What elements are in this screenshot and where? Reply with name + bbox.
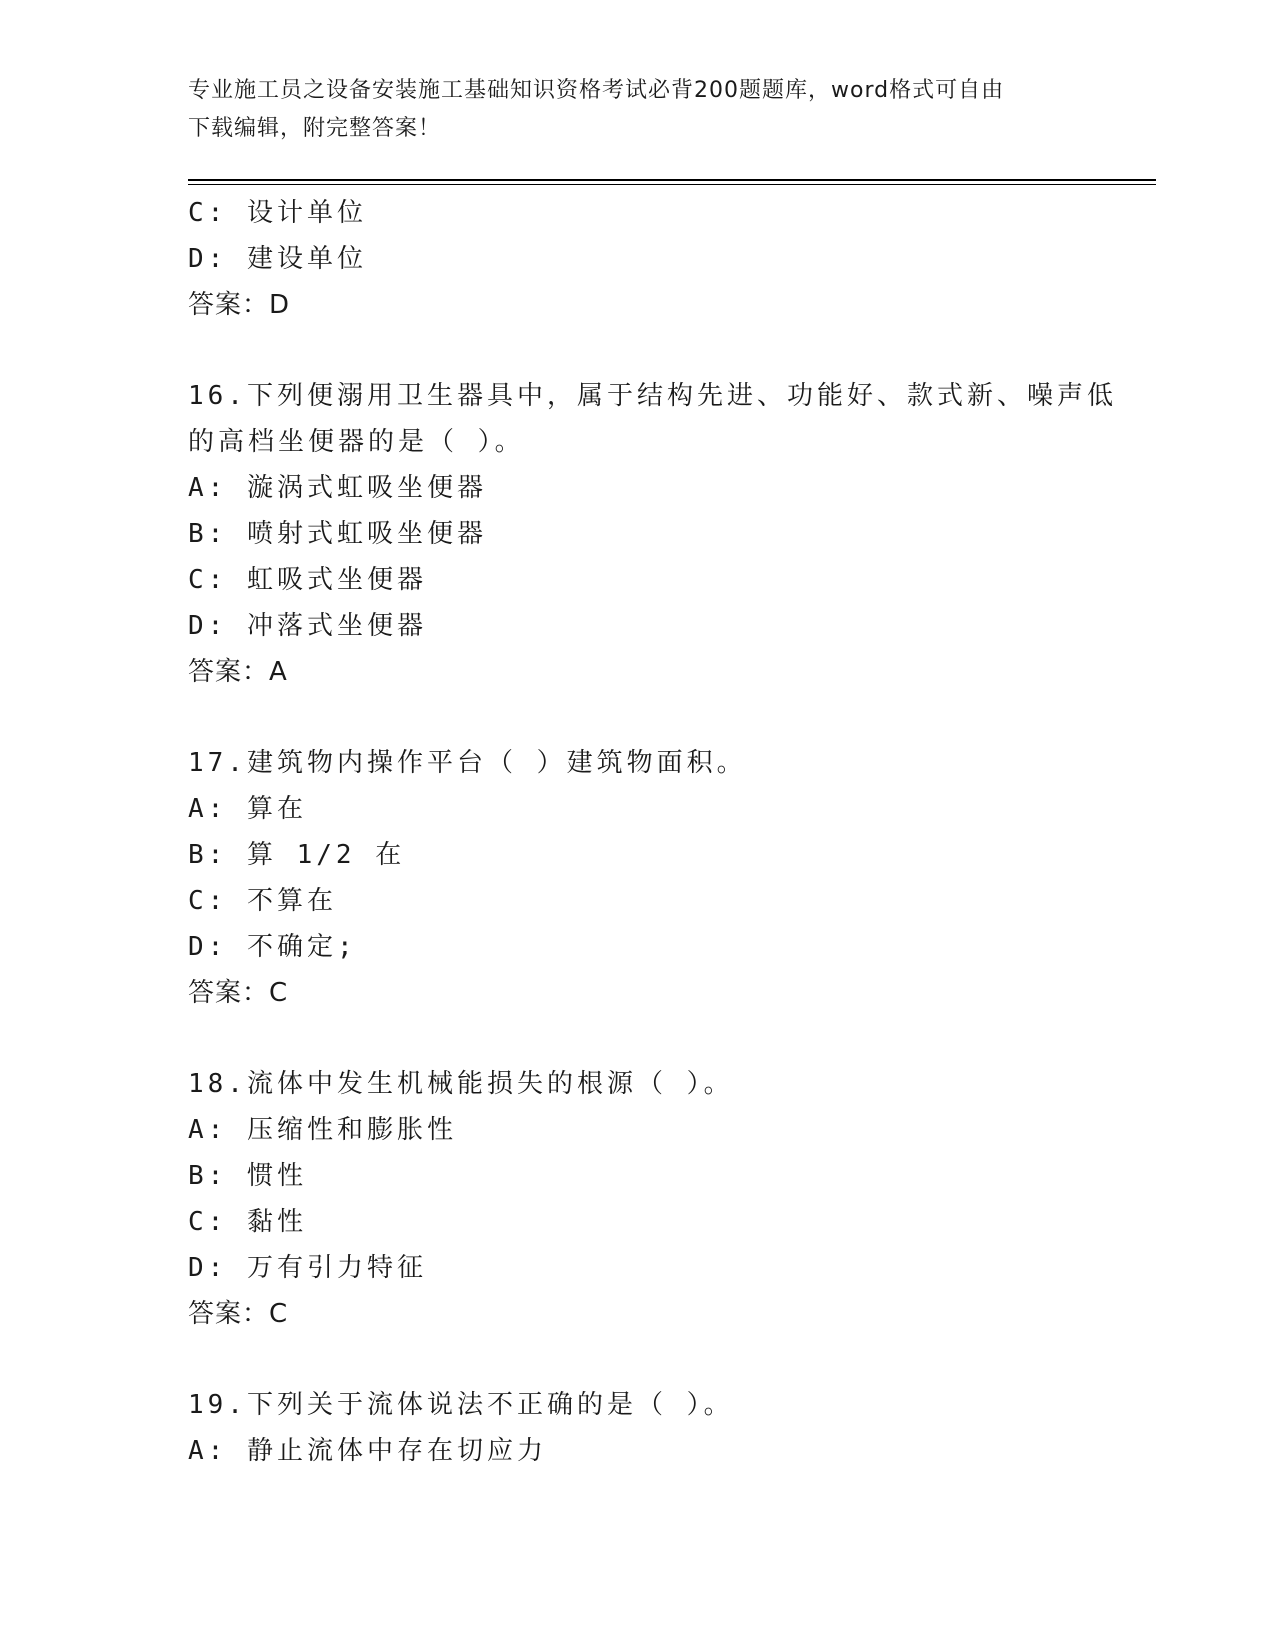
option-a: A: 压缩性和膨胀性 xyxy=(188,1115,457,1145)
header-divider-thin xyxy=(188,184,1156,185)
document-header xyxy=(188,72,1088,148)
option-c: C: 不算在 xyxy=(188,886,337,916)
option-c: C: 设计单位 xyxy=(188,198,367,228)
option-c: C: 虹吸式坐便器 xyxy=(188,565,427,595)
option-d: D: 不确定; xyxy=(188,932,357,962)
question-16 xyxy=(188,373,1148,695)
answer-line: 答案：D xyxy=(188,290,291,320)
header-line-1: 专业施工员之设备安装施工基础知识资格考试必背200题题库，word格式可自由 xyxy=(188,78,1005,103)
question-19 xyxy=(188,1382,1148,1474)
option-a: A: 算在 xyxy=(188,794,307,824)
option-d: D: 万有引力特征 xyxy=(188,1253,427,1283)
question-stem: 17.建筑物内操作平台（ ）建筑物面积。 xyxy=(188,748,747,778)
question-18 xyxy=(188,1061,1148,1337)
answer-line: 答案：C xyxy=(188,1299,289,1329)
option-b: B: 喷射式虹吸坐便器 xyxy=(188,519,487,549)
option-d: D: 冲落式坐便器 xyxy=(188,611,427,641)
question-list xyxy=(188,190,1148,1474)
question-stem: 19.下列关于流体说法不正确的是（ ）。 xyxy=(188,1390,734,1420)
question-15-tail xyxy=(188,190,1148,328)
answer-line: 答案：C xyxy=(188,978,289,1008)
question-stem: 16.下列便溺用卫生器具中，属于结构先进、功能好、款式新、噪声低 xyxy=(188,381,1117,411)
question-stem-continued: 的高档坐便器的是（ ）。 xyxy=(188,427,525,457)
header-divider-thick xyxy=(188,179,1156,181)
header-line-2: 下载编辑，附完整答案！ xyxy=(188,116,442,141)
option-d: D: 建设单位 xyxy=(188,244,367,274)
option-c: C: 黏性 xyxy=(188,1207,307,1237)
option-b: B: 惯性 xyxy=(188,1161,307,1191)
answer-line: 答案：A xyxy=(188,657,288,687)
option-a: A: 漩涡式虹吸坐便器 xyxy=(188,473,487,503)
option-a: A: 静止流体中存在切应力 xyxy=(188,1436,547,1466)
question-17 xyxy=(188,740,1148,1016)
option-b: B: 算 1/2 在 xyxy=(188,840,406,870)
question-stem: 18.流体中发生机械能损失的根源（ ）。 xyxy=(188,1069,734,1099)
